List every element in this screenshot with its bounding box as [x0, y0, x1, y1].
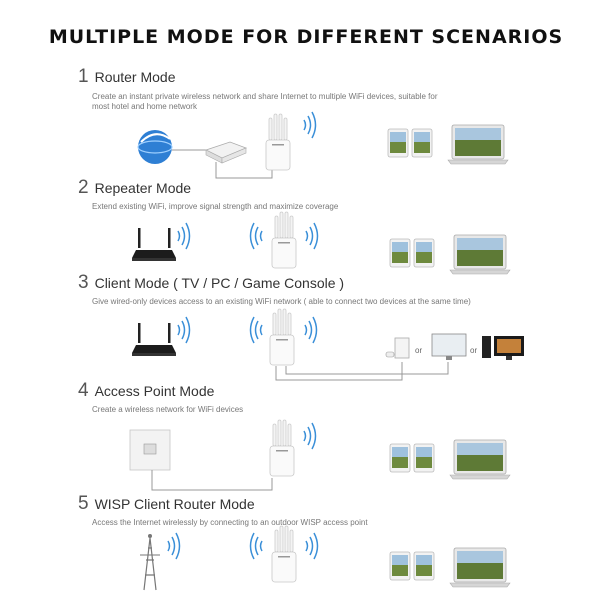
wifi-signal-icon: [178, 223, 190, 249]
mode-1-description: Create an instant private wireless network and share Internet to multiple WiFi devices, suitable for most hotel and home network: [92, 92, 438, 111]
page-title: MULTIPLE MODE FOR DIFFERENT SCENARIOS: [48, 26, 564, 48]
wifi-signal-icon: [168, 533, 180, 559]
repeater-icon: [270, 309, 294, 365]
repeater-icon: [272, 526, 296, 582]
wifi-signal-icon: [251, 223, 263, 249]
tablet-icon: [388, 125, 508, 164]
mode-3-number: 3: [78, 272, 89, 293]
internet-globe-icon: [138, 130, 172, 164]
client-devices-group: [390, 235, 510, 274]
mode-2-number: 2: [78, 177, 89, 198]
client-devices-group: [390, 548, 510, 587]
mode-4-description: Create a wireless network for WiFi devices: [92, 405, 244, 414]
wifi-signal-icon: [251, 317, 263, 343]
mode-1-number: 1: [78, 66, 89, 87]
or-label: or: [415, 346, 423, 355]
transmission-tower-icon: [140, 534, 160, 590]
mode-1-name: Router Mode: [94, 69, 176, 85]
mode-1-diagram: [138, 112, 508, 178]
mode-5-description: Access the Internet wirelessly by connecting to an outdoor WISP access point: [92, 518, 368, 527]
mode-4-name: Access Point Mode: [94, 383, 215, 399]
mode-3-diagram: [132, 309, 524, 380]
mode-5-number: 5: [78, 493, 89, 514]
mode-3-description: Give wired-only devices access to an existing WiFi network ( able to connect two devices at the same time): [92, 297, 471, 306]
wifi-signal-icon: [304, 423, 316, 449]
wifi-signal-icon: [306, 223, 318, 249]
router-icon: [132, 323, 176, 356]
wifi-signal-icon: [305, 317, 317, 343]
mode-2-description: Extend existing WiFi, improve signal strength and maximize coverage: [92, 202, 339, 211]
mode-5-name: WISP Client Router Mode: [94, 496, 255, 512]
repeater-icon: [270, 420, 294, 476]
wall-socket-icon: [130, 430, 170, 470]
repeater-icon: [272, 212, 296, 268]
client-devices-group: [388, 125, 508, 164]
tv-icon: [432, 334, 466, 360]
mode-4-number: 4: [78, 380, 89, 401]
wifi-signal-icon: [304, 112, 316, 138]
wifi-signal-icon: [178, 317, 190, 343]
repeater-icon: [266, 114, 290, 170]
wifi-signal-icon: [251, 533, 263, 559]
modem-icon: [206, 142, 246, 163]
mode-5-diagram: [140, 526, 510, 590]
wifi-signal-icon: [306, 533, 318, 559]
game-console-icon: [386, 338, 409, 358]
pc-icon: [482, 336, 524, 360]
mode-2-diagram: [132, 212, 510, 274]
mode-3-name: Client Mode ( TV / PC / Game Console ): [94, 275, 345, 291]
client-devices-group: [390, 440, 510, 479]
mode-2-name: Repeater Mode: [94, 180, 192, 196]
mode-4-diagram: [130, 420, 510, 490]
or-label: or: [470, 346, 478, 355]
router-icon: [132, 228, 176, 261]
